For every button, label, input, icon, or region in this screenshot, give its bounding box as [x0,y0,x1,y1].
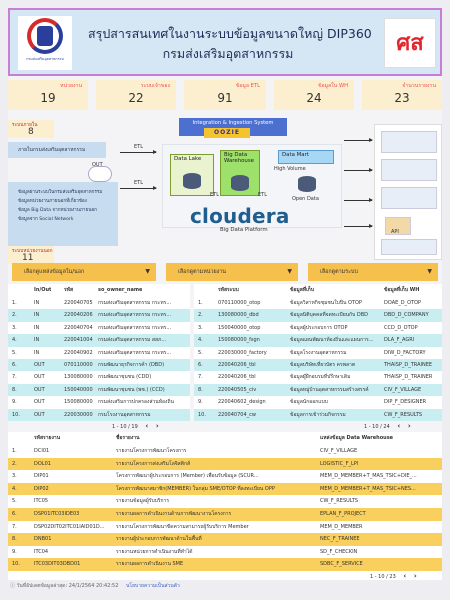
database-icon [298,176,316,192]
table-cell: กรมส่งเสริมการปกครองส่วนท้องถิ่น [98,399,174,406]
table-cell: OUT [34,362,45,368]
table-cell: DLA_F_AGRI [384,337,415,344]
table-cell: IN [34,349,40,356]
open-data-label: Open Data [292,196,319,202]
table-header [194,284,442,296]
column-header[interactable]: ชื่อรายงาน [116,435,140,441]
column-header[interactable]: รหัสระบบ [218,287,239,293]
database-icon [231,175,249,191]
arrow-out-3 [344,200,372,201]
table-cell: กรมพัฒนาชุมชน (CDD) [98,374,152,381]
table-cell: ข้อมูลนิติบุคคลที่จดทะเบียนกับ DBD [290,312,368,319]
table-row[interactable] [8,309,190,321]
table-cell: 220030000_factory [218,349,267,356]
column-header[interactable]: ข้อมูลที่เก็บ WH [384,287,420,293]
table-cell: ITC03DIT03DBD01 [34,561,81,568]
stat-value: 22 [128,91,144,105]
dip-logo [18,16,72,70]
table-cell: รายงานหน่วยการดำเนินงานที่ทำได้ [116,548,193,555]
table-row[interactable] [8,546,442,559]
api-label: API [391,229,399,235]
chevron-down-icon: ▼ [427,268,432,275]
stat-card-warehouse [274,80,354,110]
dashboard-thumbnail [381,131,437,153]
chevron-down-icon: ▼ [145,268,150,275]
table-cell: 6. [12,511,17,517]
architecture-diagram [8,114,442,263]
table-row[interactable] [194,384,442,396]
stat-card-etl [184,80,266,110]
table-cell: ข้อมูลผู้ประกอบการ OTOP [290,324,348,331]
table-cell: 8. [12,386,17,393]
external-count: 11 [22,253,34,263]
table-cell: 150080000_fsgn [218,337,260,344]
info-icon: ⓘ [10,583,16,589]
table-cell: CW_F_RESULTS [384,411,423,418]
table-row[interactable] [194,334,442,346]
stat-card-agencies [8,80,88,110]
table-cell: 1. [12,448,17,454]
table-cell: SDBC_F_SERVICE [320,561,363,568]
table-row[interactable] [194,322,442,334]
globe-icon [88,166,112,182]
stat-card-owner-systems [96,80,176,110]
etl-table [194,284,442,430]
table-cell: 2. [12,460,17,467]
table-cell: ข้อมูลวิสาหกิจชุมชนใบปิ่น OTOP [290,300,362,306]
table-row[interactable] [8,558,442,571]
dropdown-label: เลือกดูแหล่งข้อมูลใน/นอก [24,269,85,275]
pager-text: 1 - 10 / 19 [112,424,138,430]
table-row[interactable] [8,359,190,371]
oozie-logo: OOZIE [204,128,250,138]
table-cell: IN [34,324,40,331]
table-cell: 150040000 [64,386,93,393]
cloudera-logo: cloudera [190,204,290,228]
table-cell: 7. [198,374,203,381]
table-cell: 10. [12,561,20,568]
table-row[interactable] [8,508,442,521]
table-cell: โครงการพัฒนาผู้ประกอบการ (Member) เพื่อนรับข้อมูล (SCUR... [116,473,259,480]
data-lake-label: Data Lake [174,156,202,162]
logo-core-icon [37,26,53,46]
column-header[interactable]: ข้อมูลที่เก็บ [290,287,314,293]
warehouse-box [220,150,260,196]
dashboard-header [8,8,442,76]
table-cell: ข้อมูลบริษัทเที่ยวบัตร ครพลาต [290,362,356,368]
table-cell: 130080000_dbd [218,312,259,319]
source-item: ข้อมูลผ่านระบบในกรมส่งเสริมอุตสาหกรรม [18,190,103,195]
table-cell: DOAE_D_OTOP [384,300,422,306]
next-page-icon[interactable]: › [407,422,411,430]
data-mart-label: Data Mart [282,152,309,158]
table-cell: 2. [12,312,17,319]
sources-table [8,284,190,430]
table-cell: MEM_D_MEMBER [320,523,363,530]
table-cell: OUT [34,411,45,418]
footer [10,582,180,590]
column-header[interactable]: รหัสรายงาน [34,435,61,441]
table-cell: THAISP_D_TRAINER [384,374,433,381]
table-cell: DIW_D_FACTORY [384,349,426,356]
table-cell: CCD_D_OTOP [384,324,418,331]
table-cell: 220030000 [64,411,93,418]
stat-value: 23 [394,91,410,105]
pager [370,572,417,580]
table-row[interactable] [8,371,190,383]
table-cell: 220040206_tbl [218,374,256,381]
table-row[interactable] [8,521,442,534]
table-cell: 5. [198,349,203,356]
arrow-out-1 [344,140,372,141]
table-row[interactable] [194,359,442,371]
table-cell: 7. [12,523,17,530]
dashboard-thumbnail [381,159,437,181]
table-cell: MEM_D_MEMBER+T_MAS_TSIC+NES... [320,485,416,492]
dropdown-system[interactable] [308,263,438,281]
table-cell: รายงานโครงการส่งเสริมโลจิสติกส์ [116,460,191,467]
pager-text: 1 - 10 / 23 [370,574,396,580]
etl-label-mid: ETL [210,192,219,198]
table-cell: 220040206_tbl [218,362,256,368]
column-header[interactable]: แหล่งข้อมูล Data Warehouse [320,435,394,441]
table-cell: ข้อมูลนักออกแบบ [290,399,328,406]
table-cell: รายงานโครงการพัฒนาโครงการ [116,448,187,454]
table-cell: 8. [12,536,17,543]
table-cell: กรมส่งเสริมอุตสาหกรรม กระทร... [98,312,172,319]
dropdown-label: เลือกดูตามระบบ [320,269,358,275]
table-cell: กรมส่งเสริมอุตสาหกรรม กระทร... [98,300,172,306]
etl-label-in: ETL [134,144,143,150]
table-cell: 150080000 [64,399,93,406]
table-cell: OUT [34,386,45,393]
table-cell: กรมพัฒนาชุมชน (พช.) (CCD) [98,386,165,393]
warehouse-label: Big Data Warehouse [224,152,254,164]
next-page-icon[interactable]: › [155,422,159,430]
dashboard [8,8,442,578]
high-volume-label: High Volume [274,166,306,172]
big-data-platform-label: Big Data Platform [220,227,268,233]
integration-label: Integration & Ingestion System [192,120,274,126]
table-row[interactable] [194,309,442,321]
table-cell: 3. [12,324,17,331]
page-subtitle: กรมส่งเสริมอุตสาหกรรม [162,46,294,61]
table-cell: 4. [12,337,17,344]
table-cell: โครงการพัฒนาสมาชิก(MEMBER) ในกลุ่ม SME/OTOP ที่ลงทะเบียน OPP [116,485,275,492]
table-cell: CW_F_RESULTS [320,498,359,505]
table-row[interactable] [194,297,442,309]
table-cell: 1. [12,300,17,306]
column-header[interactable]: In/Out [34,287,52,293]
table-cell: CIV_F_VILLAGE [384,386,422,393]
table-cell: DBD_D_COMPANY [384,312,429,319]
table-cell: 4. [12,485,17,492]
table-row[interactable] [8,297,190,309]
internal-count: 8 [28,127,34,137]
column-header[interactable]: so_owner_name [98,287,143,293]
pager [364,422,411,430]
table-row[interactable] [8,396,190,408]
external-count-label: ระบบหน่วยงานนอก [12,249,53,254]
table-cell: 4. [198,337,203,344]
table-row[interactable] [8,384,190,396]
column-header[interactable]: รหัส [64,287,74,293]
pager [112,422,159,430]
table-cell: 150040000_otop [218,324,261,331]
source-item: ข้อมูลจาก Social Network [18,217,74,222]
data-mart-box [278,150,334,164]
stat-value: 19 [40,91,56,105]
table-cell: 2. [198,312,203,319]
table-cell: CIV_F_VILLAGE [320,448,358,454]
table-cell: 220041004 [64,337,93,344]
table-cell: รายงานโครงการพัฒนาขีดความสามารถผู้รับบริการ Member [116,523,249,530]
table-cell: THAISP_D_TRAINEE [384,362,433,368]
prev-page-icon[interactable]: ‹ [397,422,401,430]
logo-caption: กรมส่งเสริมอุตสาหกรรม [26,57,64,61]
table-cell: DNB01 [34,536,52,543]
table-cell: IN [34,300,40,306]
table-cell: กรมส่งเสริมอุตสาหกรรม สสภ... [98,337,167,344]
table-cell: DOL01 [34,460,51,467]
table-cell: 130080000 [64,374,93,381]
table-cell: 9. [12,548,17,555]
table-cell: 220040902 [64,349,93,356]
internal-title: ภายในกรมส่งเสริมอุตสาหกรรม [18,147,86,153]
table-cell: 220040206 [64,312,93,319]
table-header [8,432,442,444]
table-cell: 10. [12,411,20,418]
table-cell: ข้อมูลหมู่บ้านอุตสาหกรรมสร้างสรรค์ [290,386,369,393]
dashboard-thumbnail [381,187,437,209]
table-cell: 3. [198,324,203,331]
prev-page-icon[interactable]: ‹ [403,572,407,580]
table-cell: EPLAN_F_PROJECT [320,511,366,517]
chevron-down-icon: ▼ [287,268,292,275]
table-cell: กรมส่งเสริมอุตสาหกรรม กระทร... [98,324,172,331]
api-icon [385,217,411,235]
page-title: สรุปสารสนเทศในงานระบบข้อมูลขนาดใหญ่ DIP360 [88,26,372,41]
external-count-box [8,246,54,264]
table-row[interactable] [194,409,442,421]
table-cell: 3. [12,473,17,480]
table-cell: DIP01 [34,473,49,480]
etl-arrow-in-2 [120,188,156,189]
table-cell: 8. [198,386,203,393]
table-cell: 10. [198,411,206,418]
etl-label-mid-2: ETL [258,192,267,198]
internal-count-box [8,120,54,138]
source-item: ข้อมูล Big Data จากหน่วยงานภายนอก [18,208,97,213]
internal-sources-panel [8,120,118,263]
table-row[interactable] [8,495,442,508]
consumers-panel [374,124,442,260]
table-cell: ข้อมูลการเข้าร่วมกิจกรรม [290,411,346,418]
table-row[interactable] [8,483,442,496]
table-cell: รายงานข้อมูลผู้รับบริการ [116,498,170,505]
table-cell: SD_F_CHECKIN [320,548,358,555]
table-cell: 9. [198,399,203,406]
table-cell: DIP_F_DESIGNER [384,399,427,406]
table-cell: 5. [12,498,17,505]
out-label: OUT [92,162,103,168]
table-row[interactable] [194,396,442,408]
table-cell: กรมโรงงานอุตสาหกรรม [98,411,151,418]
dashboard-thumbnail [381,239,437,255]
table-cell: รายงานผลการดำเนินงานด้านการพัฒนางานโครงการ [116,511,232,517]
table-row[interactable] [194,347,442,359]
stat-label: ข้อมูลใน WH [317,83,348,89]
dropdown-source-type[interactable] [12,263,156,281]
table-header [8,284,190,296]
stat-card-reports [362,80,442,110]
table-cell: ITC05 [34,498,49,505]
privacy-link[interactable]: นโยบายความเป็นส่วนตัว [126,583,180,589]
table-row[interactable] [8,334,190,346]
internal-count-label: ระบบภายใน [12,123,38,128]
table-cell: OUT [34,399,45,406]
table-cell: 1. [198,300,203,306]
stat-label: ข้อมูล ETL [235,83,260,89]
table-cell: IN [34,337,40,344]
arrow-out-2 [344,170,372,171]
table-cell: 220040704 [64,324,93,331]
pager-text: 1 - 10 / 24 [364,424,390,430]
table-row[interactable] [8,458,442,471]
table-row[interactable] [8,322,190,334]
table-cell: 7. [12,374,17,381]
table-cell: 6. [198,362,203,368]
table-cell: 220040602_design [218,399,266,406]
table-cell: DCI01 [34,448,50,454]
table-row[interactable] [8,470,442,483]
dropdown-label: เลือกดูตามหน่วยงาน [178,269,226,275]
ss-logo: ศส [384,18,436,68]
table-cell: DSP01ITC03IDE03 [34,511,80,517]
table-row[interactable] [8,409,190,421]
internal-title-box [8,142,106,158]
stat-label: ระบบเจ้าของ [140,83,170,89]
table-cell: 070110000_otop [218,300,261,306]
table-cell: กรมพัฒนาธุรกิจการค้า (DBD) [98,362,165,368]
table-cell: 6. [12,362,17,368]
arrow-out-4 [344,226,372,227]
data-lake-box [170,154,214,196]
table-cell: รายงานผลการดำเนินงาน SME [116,561,184,568]
table-cell: NEC_F_TRAINEE [320,536,360,543]
table-cell: 220040505_civ [218,386,257,393]
table-cell: รายงานผู้ประกอบการพัฒนาด้านในพื้นที่ [116,536,202,543]
table-cell: 5. [12,349,17,356]
table-cell: ITC04 [34,548,49,555]
last-updated: วันที่อัปเดตข้อมูลล่าสุด: 24/1/2564 20:42:52 [16,583,119,589]
table-cell: 220040705 [64,300,93,306]
table-cell: กรมส่งเสริมอุตสาหกรรม กระทร... [98,349,172,356]
table-cell: IN [34,312,40,319]
stat-value: 91 [217,91,233,105]
table-cell: 9. [12,399,17,406]
etl-label-in-2: ETL [134,180,143,186]
table-row[interactable] [8,445,442,458]
next-page-icon[interactable]: › [413,572,417,580]
source-item: ข้อมูลหน่วยงานภายนอกที่เกี่ยวข้อง [18,199,87,204]
table-cell: OUT [34,374,45,381]
table-cell: 220040704_cw [218,411,256,418]
dropdown-agency[interactable] [166,263,298,281]
table-row[interactable] [194,371,442,383]
table-cell: ข้อมูลโรงงานอุตสาหกรรม [290,349,347,356]
table-row[interactable] [8,533,442,546]
reports-table [8,432,442,580]
table-row[interactable] [8,347,190,359]
stat-value: 24 [306,91,322,105]
stat-label: จำนวนรายงาน [402,83,436,89]
etl-arrow-in [120,152,156,153]
table-cell: MEM_D_MEMBER+T_MAS_TSIC+DIE_... [320,473,417,480]
table-cell: DSP02DIT02ITC01IAID01D... [34,523,105,530]
prev-page-icon[interactable]: ‹ [145,422,149,430]
source-list [8,182,118,246]
table-cell: LOGISTIC_F_LPI [320,460,359,467]
stat-label: หน่วยงาน [60,83,82,89]
table-cell: ข้อมูลแผนพัฒนาท้องถิ่นและแผนการ... [290,337,374,344]
table-cell: DIP02 [34,485,49,492]
table-cell: 070110000 [64,362,93,368]
database-icon [183,173,201,189]
table-cell: ข้อมูลผู้ฝึกอบรมที่ปรึกษาเดิม [290,374,351,381]
